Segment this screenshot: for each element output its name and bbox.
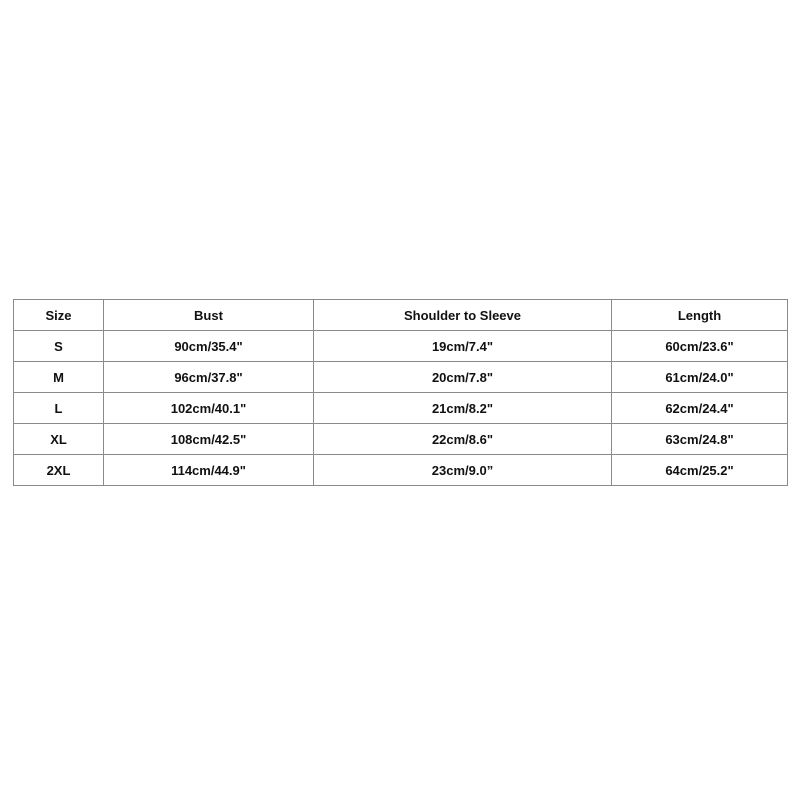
table-row (14, 393, 788, 424)
cell-shoulder-to-sleeve: 19cm/7.4" (314, 331, 612, 362)
cell-bust: 102cm/40.1" (104, 393, 314, 424)
cell-bust: 108cm/42.5" (104, 424, 314, 455)
size-chart-table (13, 299, 788, 486)
cell-length: 62cm/24.4" (612, 393, 788, 424)
header-bust: Bust (104, 300, 314, 331)
cell-bust: 96cm/37.8" (104, 362, 314, 393)
cell-length: 61cm/24.0" (612, 362, 788, 393)
cell-size: M (14, 362, 104, 393)
table-row (14, 455, 788, 486)
cell-shoulder-to-sleeve: 21cm/8.2" (314, 393, 612, 424)
cell-shoulder-to-sleeve: 22cm/8.6" (314, 424, 612, 455)
table-row (14, 424, 788, 455)
cell-bust: 90cm/35.4" (104, 331, 314, 362)
cell-shoulder-to-sleeve: 23cm/9.0” (314, 455, 612, 486)
cell-size: S (14, 331, 104, 362)
cell-length: 63cm/24.8" (612, 424, 788, 455)
header-length: Length (612, 300, 788, 331)
cell-length: 60cm/23.6" (612, 331, 788, 362)
cell-length: 64cm/25.2" (612, 455, 788, 486)
cell-size: L (14, 393, 104, 424)
header-shoulder-to-sleeve: Shoulder to Sleeve (314, 300, 612, 331)
table-row (14, 331, 788, 362)
cell-bust: 114cm/44.9" (104, 455, 314, 486)
cell-size: XL (14, 424, 104, 455)
cell-shoulder-to-sleeve: 20cm/7.8" (314, 362, 612, 393)
cell-size: 2XL (14, 455, 104, 486)
table-row (14, 362, 788, 393)
header-size: Size (14, 300, 104, 331)
table-header-row (14, 300, 788, 331)
